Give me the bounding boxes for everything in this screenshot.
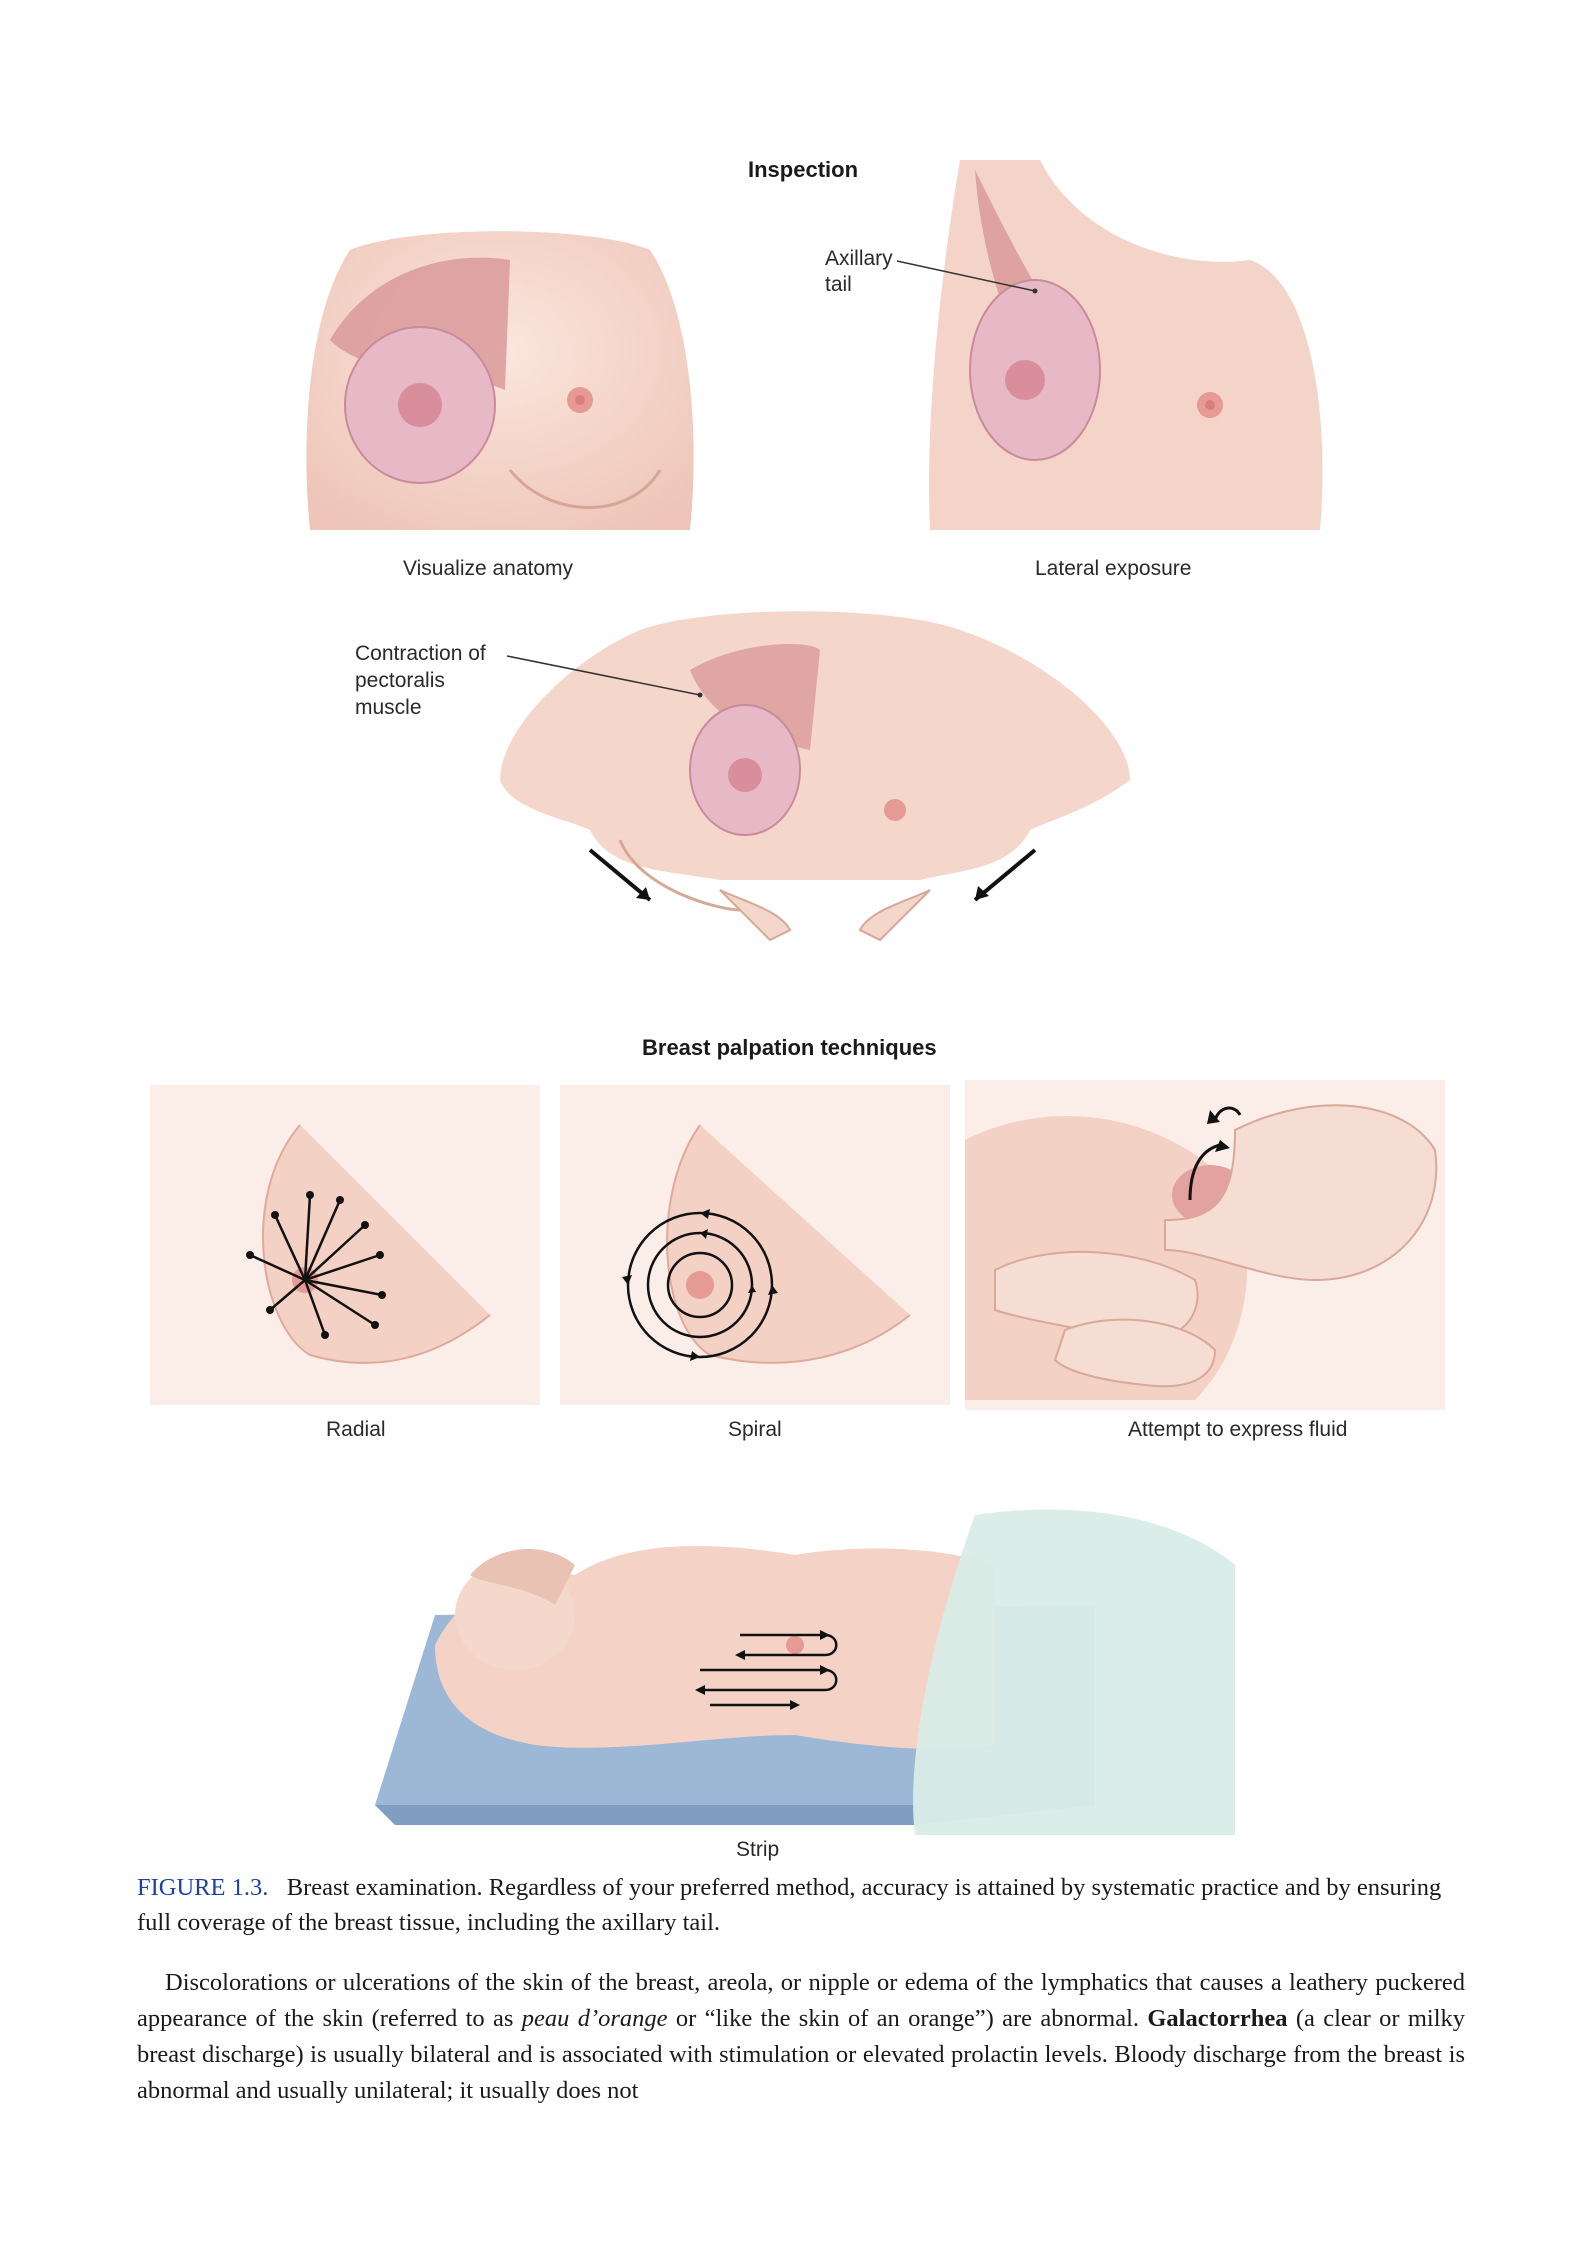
palpation-heading: Breast palpation techniques xyxy=(642,1035,937,1060)
figure-number: FIGURE 1.3. xyxy=(137,1874,269,1901)
figure-caption xyxy=(137,1870,1467,1940)
axillary-tail-label: Axillary tail xyxy=(825,247,893,296)
inspection-heading: Inspection xyxy=(748,157,859,182)
strip-label: Strip xyxy=(736,1838,780,1861)
radial-illustration xyxy=(150,1085,540,1405)
galactorrhea-term: Galactorrhea xyxy=(1147,2005,1288,2032)
body-paragraph xyxy=(137,1965,1465,2109)
express-fluid-illustration xyxy=(965,1080,1445,1410)
visualize-anatomy-label: Visualize anatomy xyxy=(403,557,574,580)
axillary-tail-leader-line xyxy=(895,255,1040,295)
visualize-anatomy-illustration xyxy=(290,230,710,530)
drape-sheet xyxy=(913,1509,1235,1835)
body-text-segment: Discolorations or ulcerations of the skin of the breast, areola, or nipple or edema of the lymphatics that causes a leathery puckered appearance of the skin (referred to as xyxy=(137,1969,1465,2032)
contraction-leader-line xyxy=(505,650,705,700)
spiral-illustration xyxy=(560,1085,950,1405)
strip-illustration xyxy=(375,1505,1235,1835)
spiral-label: Spiral xyxy=(728,1418,782,1441)
lateral-exposure-illustration xyxy=(920,160,1340,530)
express-fluid-label: Attempt to express fluid xyxy=(1128,1418,1348,1441)
lateral-exposure-label: Lateral exposure xyxy=(1035,557,1192,580)
body-text-segment: (a clear or milky breast discharge) is usually bilateral and is associated with stimulation or elevated prolactin levels. Bloody discharge from the breast is abnormal and usually unilateral; it usually does not xyxy=(137,2005,1466,2104)
body-text-segment: or “like the skin of an orange”) are abnormal. xyxy=(667,2005,1148,2032)
peau-dorange-term: peau d’orange xyxy=(521,2005,668,2032)
radial-label: Radial xyxy=(326,1418,386,1441)
contraction-label: Contraction of pectoralis muscle xyxy=(355,642,486,719)
figure-caption-text: Breast examination. Regardless of your preferred method, accuracy is attained by systematic practice and by ensuring full coverage of the breast tissue, including the axillary tail. xyxy=(137,1874,1442,1936)
